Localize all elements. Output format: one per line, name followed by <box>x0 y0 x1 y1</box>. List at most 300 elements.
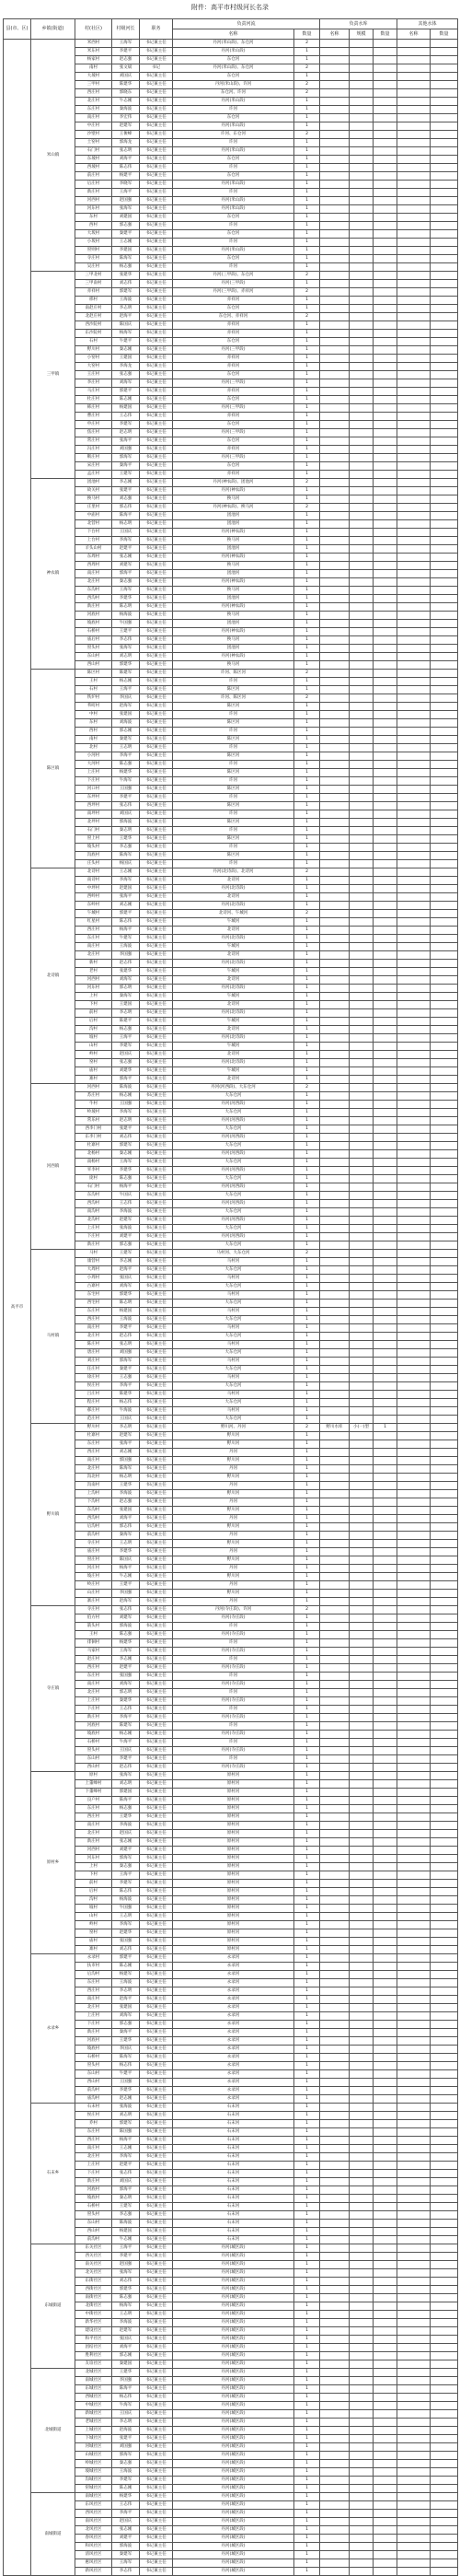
cell-river-name: 原村河 <box>173 1855 294 1863</box>
cell-village: 前村 <box>75 1009 112 1018</box>
cell-chief: 刘海军 <box>112 1283 140 1291</box>
cell-reservoir-name <box>320 1855 350 1863</box>
cell-reservoir-count <box>374 537 397 545</box>
cell-river-count: 1 <box>294 893 320 902</box>
cell-position: 书记兼主任 <box>140 338 173 346</box>
cell-village: 任庄村 <box>75 1366 112 1374</box>
cell-reservoir-count <box>374 1747 397 1755</box>
cell-river-name: 马村河 <box>173 1391 294 1399</box>
cell-village: 北诗村 <box>75 868 112 877</box>
cell-chief: 郭建国 <box>112 1789 140 1797</box>
cell-other-count <box>431 1963 458 1971</box>
cell-river-count: 1 <box>294 1987 320 1996</box>
cell-reservoir-scale <box>350 636 374 645</box>
cell-chief: 赵建军 <box>112 122 140 131</box>
cell-reservoir-count <box>374 272 397 280</box>
cell-village: 沙壁村 <box>75 131 112 139</box>
cell-reservoir-count <box>374 777 397 786</box>
cell-position: 书记兼主任 <box>140 1374 173 1382</box>
cell-other-name <box>397 653 431 661</box>
cell-position: 书记兼主任 <box>140 1440 173 1449</box>
cell-river-count: 1 <box>294 1929 320 1938</box>
cell-other-name <box>397 1664 431 1673</box>
cell-river-name: 丹河(米山段) <box>173 247 294 255</box>
cell-position: 书记兼主任 <box>140 1556 173 1565</box>
cell-other-count <box>431 1863 458 1871</box>
cell-position: 书记兼主任 <box>140 255 173 263</box>
cell-chief: 杨建国 <box>112 404 140 413</box>
cell-reservoir-name <box>320 2128 350 2137</box>
cell-reservoir-name <box>320 1838 350 1847</box>
cell-river-count: 1 <box>294 1474 320 1482</box>
cell-chief: 秦志强 <box>112 578 140 587</box>
cell-other-name <box>397 1001 431 1009</box>
cell-reservoir-scale <box>350 960 374 968</box>
cell-reservoir-count <box>374 2336 397 2344</box>
cell-position: 书记兼主任 <box>140 288 173 297</box>
cell-other-name <box>397 2419 431 2427</box>
cell-reservoir-scale <box>350 620 374 628</box>
cell-position: 书记兼主任 <box>140 1913 173 1921</box>
cell-reservoir-count <box>374 1208 397 1217</box>
cell-position: 书记兼主任 <box>140 1366 173 1374</box>
cell-reservoir-count <box>374 620 397 628</box>
cell-village: 河西村 <box>75 197 112 205</box>
cell-reservoir-count <box>374 1764 397 1772</box>
cell-other-name <box>397 1374 431 1382</box>
cell-position: 书记兼主任 <box>140 239 173 247</box>
cell-chief: 张建平 <box>112 487 140 495</box>
cell-reservoir-scale <box>350 2518 374 2526</box>
cell-other-name <box>397 1366 431 1374</box>
cell-position: 书记兼主任 <box>140 761 173 769</box>
cell-river-name: 丹河(米山段) <box>173 205 294 214</box>
cell-river-count: 1 <box>294 1548 320 1556</box>
cell-chief: 刘海平 <box>112 156 140 164</box>
cell-river-name: 赤祥河 <box>173 446 294 454</box>
cell-reservoir-name <box>320 1258 350 1266</box>
cell-other-count <box>431 1399 458 1407</box>
cell-reservoir-count <box>374 1134 397 1142</box>
cell-river-count: 1 <box>294 1971 320 1979</box>
cell-river-name: 许河、陈区河 <box>173 670 294 678</box>
cell-reservoir-count <box>374 2543 397 2551</box>
cell-other-name <box>397 2046 431 2054</box>
cell-reservoir-count <box>374 1391 397 1399</box>
cell-other-count <box>431 562 458 570</box>
cell-reservoir-count <box>374 794 397 802</box>
cell-other-count <box>431 1880 458 1888</box>
cell-other-count <box>431 835 458 844</box>
cell-river-name: 原村河 <box>173 1797 294 1805</box>
cell-position: 书记兼主任 <box>140 1291 173 1300</box>
cell-river-count: 1 <box>294 1391 320 1399</box>
cell-township: 永录乡 <box>31 1954 75 2104</box>
cell-river-name: 丹河(城区段) <box>173 2568 294 2576</box>
cell-reservoir-scale <box>350 786 374 794</box>
cell-river-count: 1 <box>294 678 320 686</box>
cell-village: 南庄村 <box>75 114 112 122</box>
cell-chief: 张志明 <box>112 1341 140 1349</box>
cell-river-name: 丹河(城区段) <box>173 2526 294 2535</box>
cell-chief: 李志刚 <box>112 479 140 487</box>
cell-reservoir-count <box>374 1117 397 1125</box>
cell-other-name <box>397 2079 431 2087</box>
cell-village: 三甲村 <box>75 81 112 89</box>
cell-chief: 陈海波 <box>112 2220 140 2228</box>
cell-reservoir-count <box>374 280 397 288</box>
cell-reservoir-name <box>320 255 350 263</box>
cell-other-name <box>397 1764 431 1772</box>
cell-village: 沟北村 <box>75 1474 112 1482</box>
cell-reservoir-count <box>374 1043 397 1051</box>
cell-position: 书记兼主任 <box>140 1266 173 1275</box>
cell-other-name <box>397 1565 431 1573</box>
cell-reservoir-scale <box>350 819 374 827</box>
cell-other-name <box>397 1573 431 1581</box>
cell-river-name: 石末河 <box>173 2178 294 2186</box>
cell-reservoir-count <box>374 645 397 653</box>
cell-other-name <box>397 454 431 462</box>
cell-reservoir-scale <box>350 1739 374 1747</box>
cell-reservoir-count <box>374 1805 397 1813</box>
cell-reservoir-count <box>374 164 397 172</box>
cell-other-name <box>397 2062 431 2070</box>
cell-chief: 杨建华 <box>112 2493 140 2501</box>
cell-river-name: 原村河 <box>173 1863 294 1871</box>
cell-river-count: 2 <box>294 1424 320 1432</box>
cell-reservoir-name <box>320 1051 350 1059</box>
cell-other-count <box>431 495 458 504</box>
cell-river-count: 1 <box>294 371 320 379</box>
cell-position: 书记兼主任 <box>140 2195 173 2203</box>
cell-reservoir-name <box>320 1755 350 1764</box>
cell-village: 东庄村 <box>75 106 112 114</box>
cell-village: 东庄村 <box>75 1673 112 1681</box>
cell-other-name <box>397 1731 431 1739</box>
cell-chief: 王建华 <box>112 1813 140 1822</box>
cell-other-name <box>397 1689 431 1697</box>
cell-position: 书记兼主任 <box>140 1407 173 1416</box>
cell-village: 上台村 <box>75 537 112 545</box>
cell-reservoir-scale <box>350 1051 374 1059</box>
cell-reservoir-name <box>320 2518 350 2526</box>
cell-river-count: 1 <box>294 1300 320 1308</box>
cell-reservoir-scale <box>350 1482 374 1490</box>
cell-reservoir-count <box>374 868 397 877</box>
cell-other-count <box>431 297 458 305</box>
cell-position: 书记兼主任 <box>140 471 173 479</box>
cell-reservoir-name <box>320 1416 350 1424</box>
cell-river-name: 丹河(寺庄段) <box>173 1697 294 1706</box>
cell-other-name <box>397 2278 431 2286</box>
cell-reservoir-name <box>320 396 350 404</box>
cell-other-name <box>397 554 431 562</box>
cell-river-name: 石末河 <box>173 2137 294 2145</box>
cell-reservoir-count <box>374 2352 397 2360</box>
cell-river-name: 东仓河 <box>173 114 294 122</box>
cell-river-count: 1 <box>294 2427 320 2435</box>
cell-reservoir-count <box>374 371 397 379</box>
cell-river-count: 1 <box>294 1905 320 1913</box>
cell-position: 书记兼主任 <box>140 512 173 520</box>
cell-village: 春风社区 <box>75 2535 112 2543</box>
cell-position: 书记兼主任 <box>140 537 173 545</box>
cell-reservoir-count <box>374 189 397 197</box>
cell-reservoir-name <box>320 819 350 827</box>
cell-village: 沟底村 <box>75 852 112 860</box>
cell-river-name: 许河 <box>173 810 294 819</box>
cell-village: 坡城社区 <box>75 2468 112 2477</box>
cell-other-count <box>431 1374 458 1382</box>
cell-position: 书记兼主任 <box>140 1498 173 1507</box>
cell-reservoir-scale <box>350 1498 374 1507</box>
cell-other-name <box>397 562 431 570</box>
cell-village: 南庄村 <box>75 1681 112 1689</box>
cell-village: 宰李村 <box>75 1167 112 1175</box>
cell-other-name <box>397 1938 431 1946</box>
cell-chief: 张国庆 <box>112 1275 140 1283</box>
cell-position: 书记兼主任 <box>140 786 173 794</box>
cell-position: 书记兼主任 <box>140 1482 173 1490</box>
cell-other-name <box>397 910 431 918</box>
cell-other-count <box>431 1233 458 1241</box>
cell-position: 书记兼主任 <box>140 147 173 156</box>
cell-other-name <box>397 1523 431 1532</box>
cell-reservoir-count <box>374 1159 397 1167</box>
cell-chief: 郭建军 <box>112 2120 140 2128</box>
cell-other-name <box>397 495 431 504</box>
cell-other-name <box>397 263 431 272</box>
cell-reservoir-scale <box>350 1266 374 1275</box>
cell-chief: 王海军 <box>112 1648 140 1656</box>
cell-other-name <box>397 860 431 868</box>
cell-village: 岭坡村 <box>75 1109 112 1117</box>
cell-other-count <box>431 2410 458 2419</box>
cell-reservoir-scale <box>350 645 374 653</box>
cell-river-name: 永录河 <box>173 2012 294 2021</box>
cell-other-count <box>431 810 458 819</box>
cell-other-name <box>397 1250 431 1258</box>
cell-reservoir-count <box>374 479 397 487</box>
cell-reservoir-name <box>320 1606 350 1614</box>
cell-position: 书记兼主任 <box>140 1747 173 1755</box>
cell-chief: 陈志强 <box>112 1631 140 1639</box>
cell-reservoir-name <box>320 181 350 189</box>
cell-river-name: 马村河 <box>173 1258 294 1266</box>
cell-reservoir-name <box>320 968 350 976</box>
cell-reservoir-count <box>374 2319 397 2327</box>
cell-village: 沟城社区 <box>75 2477 112 2485</box>
cell-village: 西街社区 <box>75 2286 112 2294</box>
cell-village: 坡底村 <box>75 620 112 628</box>
cell-river-count: 1 <box>294 2468 320 2477</box>
cell-reservoir-count <box>374 48 397 56</box>
cell-reservoir-count <box>374 545 397 554</box>
cell-other-name <box>397 794 431 802</box>
cell-village: 东关社区 <box>75 2244 112 2253</box>
cell-other-count <box>431 587 458 595</box>
cell-river-count: 1 <box>294 1208 320 1217</box>
cell-river-name: 原村河 <box>173 1789 294 1797</box>
cell-river-count: 1 <box>294 545 320 554</box>
cell-other-count <box>431 1913 458 1921</box>
cell-river-count: 1 <box>294 1913 320 1921</box>
cell-river-count: 1 <box>294 2095 320 2104</box>
cell-chief: 杨海平 <box>112 2137 140 2145</box>
cell-river-count: 1 <box>294 1863 320 1871</box>
cell-other-name <box>397 943 431 951</box>
cell-river-count: 1 <box>294 1689 320 1697</box>
cell-other-count <box>431 603 458 612</box>
cell-other-name <box>397 1598 431 1606</box>
cell-village: 新村 <box>75 960 112 968</box>
cell-village: 东山村 <box>75 1755 112 1764</box>
cell-chief: 王建华 <box>112 1482 140 1490</box>
cell-village: 靳庄村 <box>75 454 112 462</box>
cell-village: 东山村 <box>75 2070 112 2079</box>
cell-other-count <box>431 89 458 98</box>
cell-river-name: 北诗河 <box>173 893 294 902</box>
cell-reservoir-name <box>320 935 350 943</box>
cell-reservoir-name <box>320 1283 350 1291</box>
cell-river-count: 2 <box>294 868 320 877</box>
cell-other-name <box>397 462 431 471</box>
cell-reservoir-name <box>320 388 350 396</box>
cell-river-count: 1 <box>294 1258 320 1266</box>
cell-chief: 陈志伟 <box>112 1888 140 1896</box>
cell-village: 上庄村 <box>75 2012 112 2021</box>
header-other-count: 数量 <box>431 29 458 40</box>
cell-village: 石村 <box>75 686 112 694</box>
cell-other-name <box>397 1507 431 1515</box>
cell-other-count <box>431 960 458 968</box>
cell-other-name <box>397 272 431 280</box>
cell-reservoir-name <box>320 711 350 719</box>
cell-other-count <box>431 1217 458 1225</box>
cell-position: 书记兼主任 <box>140 910 173 918</box>
cell-reservoir-scale <box>350 2004 374 2012</box>
cell-reservoir-scale <box>350 902 374 910</box>
cell-reservoir-count <box>374 2510 397 2518</box>
cell-other-name <box>397 1308 431 1316</box>
cell-position: 书记兼主任 <box>140 1109 173 1117</box>
cell-position: 书记兼主任 <box>140 1697 173 1706</box>
table-row <box>4 1772 458 1780</box>
cell-position: 书记兼主任 <box>140 520 173 529</box>
cell-reservoir-count <box>374 2128 397 2137</box>
cell-reservoir-count <box>374 1581 397 1590</box>
cell-position: 书记兼主任 <box>140 810 173 819</box>
cell-reservoir-name <box>320 2568 350 2576</box>
cell-other-count <box>431 1606 458 1614</box>
cell-position: 书记兼主任 <box>140 2062 173 2070</box>
cell-river-count: 1 <box>294 2518 320 2526</box>
cell-reservoir-scale <box>350 1440 374 1449</box>
cell-river-count: 1 <box>294 728 320 736</box>
cell-other-count <box>431 1747 458 1755</box>
cell-reservoir-scale <box>350 2137 374 2145</box>
cell-reservoir-name <box>320 2120 350 2128</box>
cell-position: 书记兼主任 <box>140 860 173 868</box>
cell-position: 书记兼主任 <box>140 554 173 562</box>
cell-reservoir-scale <box>350 1358 374 1366</box>
cell-reservoir-name <box>320 2535 350 2543</box>
cell-chief: 李建华 <box>112 1548 140 1556</box>
cell-other-name <box>397 786 431 794</box>
cell-village: 吴庄村 <box>75 263 112 272</box>
cell-reservoir-count <box>374 2220 397 2228</box>
cell-river-name: 丹河(城区段) <box>173 2410 294 2419</box>
cell-river-count: 1 <box>294 1407 320 1416</box>
cell-other-count <box>431 1150 458 1159</box>
cell-reservoir-name <box>320 2302 350 2311</box>
cell-chief: 王海军 <box>112 1159 140 1167</box>
cell-other-name <box>397 2410 431 2419</box>
cell-chief: 刘国庆 <box>112 73 140 81</box>
cell-position: 书记兼主任 <box>140 2559 173 2568</box>
cell-reservoir-count <box>374 2377 397 2385</box>
cell-river-name: 许河 <box>173 189 294 197</box>
cell-river-count: 1 <box>294 2162 320 2170</box>
cell-reservoir-name <box>320 222 350 230</box>
cell-reservoir-name <box>320 122 350 131</box>
cell-village: 窑头村 <box>75 2062 112 2070</box>
cell-reservoir-count <box>374 1200 397 1208</box>
cell-village: 西周村 <box>75 562 112 570</box>
cell-reservoir-name <box>320 2021 350 2029</box>
cell-river-count: 1 <box>294 297 320 305</box>
cell-position: 书记兼主任 <box>140 1946 173 1954</box>
cell-position: 书记兼主任 <box>140 1349 173 1358</box>
cell-reservoir-name <box>320 1731 350 1739</box>
cell-river-name: 丹河(城区段) <box>173 2510 294 2518</box>
cell-position: 书记兼主任 <box>140 2137 173 2145</box>
cell-other-count <box>431 1482 458 1490</box>
cell-village: 西沙院村 <box>75 321 112 330</box>
cell-reservoir-scale <box>350 1208 374 1217</box>
cell-river-name: 大东仓河 <box>173 1416 294 1424</box>
cell-reservoir-name <box>320 951 350 960</box>
cell-other-name <box>397 2128 431 2137</box>
cell-reservoir-count <box>374 2037 397 2046</box>
table-body <box>4 40 458 2576</box>
cell-position: 书记兼主任 <box>140 479 173 487</box>
cell-reservoir-name <box>320 670 350 678</box>
cell-river-count: 1 <box>294 2178 320 2186</box>
cell-chief: 刘志伟 <box>112 1134 140 1142</box>
cell-reservoir-count <box>374 1673 397 1681</box>
cell-reservoir-count <box>374 529 397 537</box>
header-other: 其他水体 <box>397 19 458 29</box>
cell-other-name <box>397 2112 431 2120</box>
cell-reservoir-count <box>374 247 397 255</box>
cell-other-name <box>397 728 431 736</box>
cell-reservoir-count <box>374 1349 397 1358</box>
cell-river-count: 1 <box>294 437 320 446</box>
cell-reservoir-name <box>320 1101 350 1109</box>
cell-chief: 李建军 <box>112 421 140 429</box>
cell-other-name <box>397 1813 431 1822</box>
cell-reservoir-name <box>320 2294 350 2302</box>
cell-village: 前沟村 <box>75 2236 112 2244</box>
cell-river-count: 1 <box>294 2452 320 2460</box>
cell-position: 书记兼主任 <box>140 1855 173 1863</box>
cell-reservoir-scale <box>350 2493 374 2501</box>
cell-chief: 王志明 <box>112 2311 140 2319</box>
cell-reservoir-count <box>374 122 397 131</box>
cell-reservoir-name <box>320 2054 350 2062</box>
